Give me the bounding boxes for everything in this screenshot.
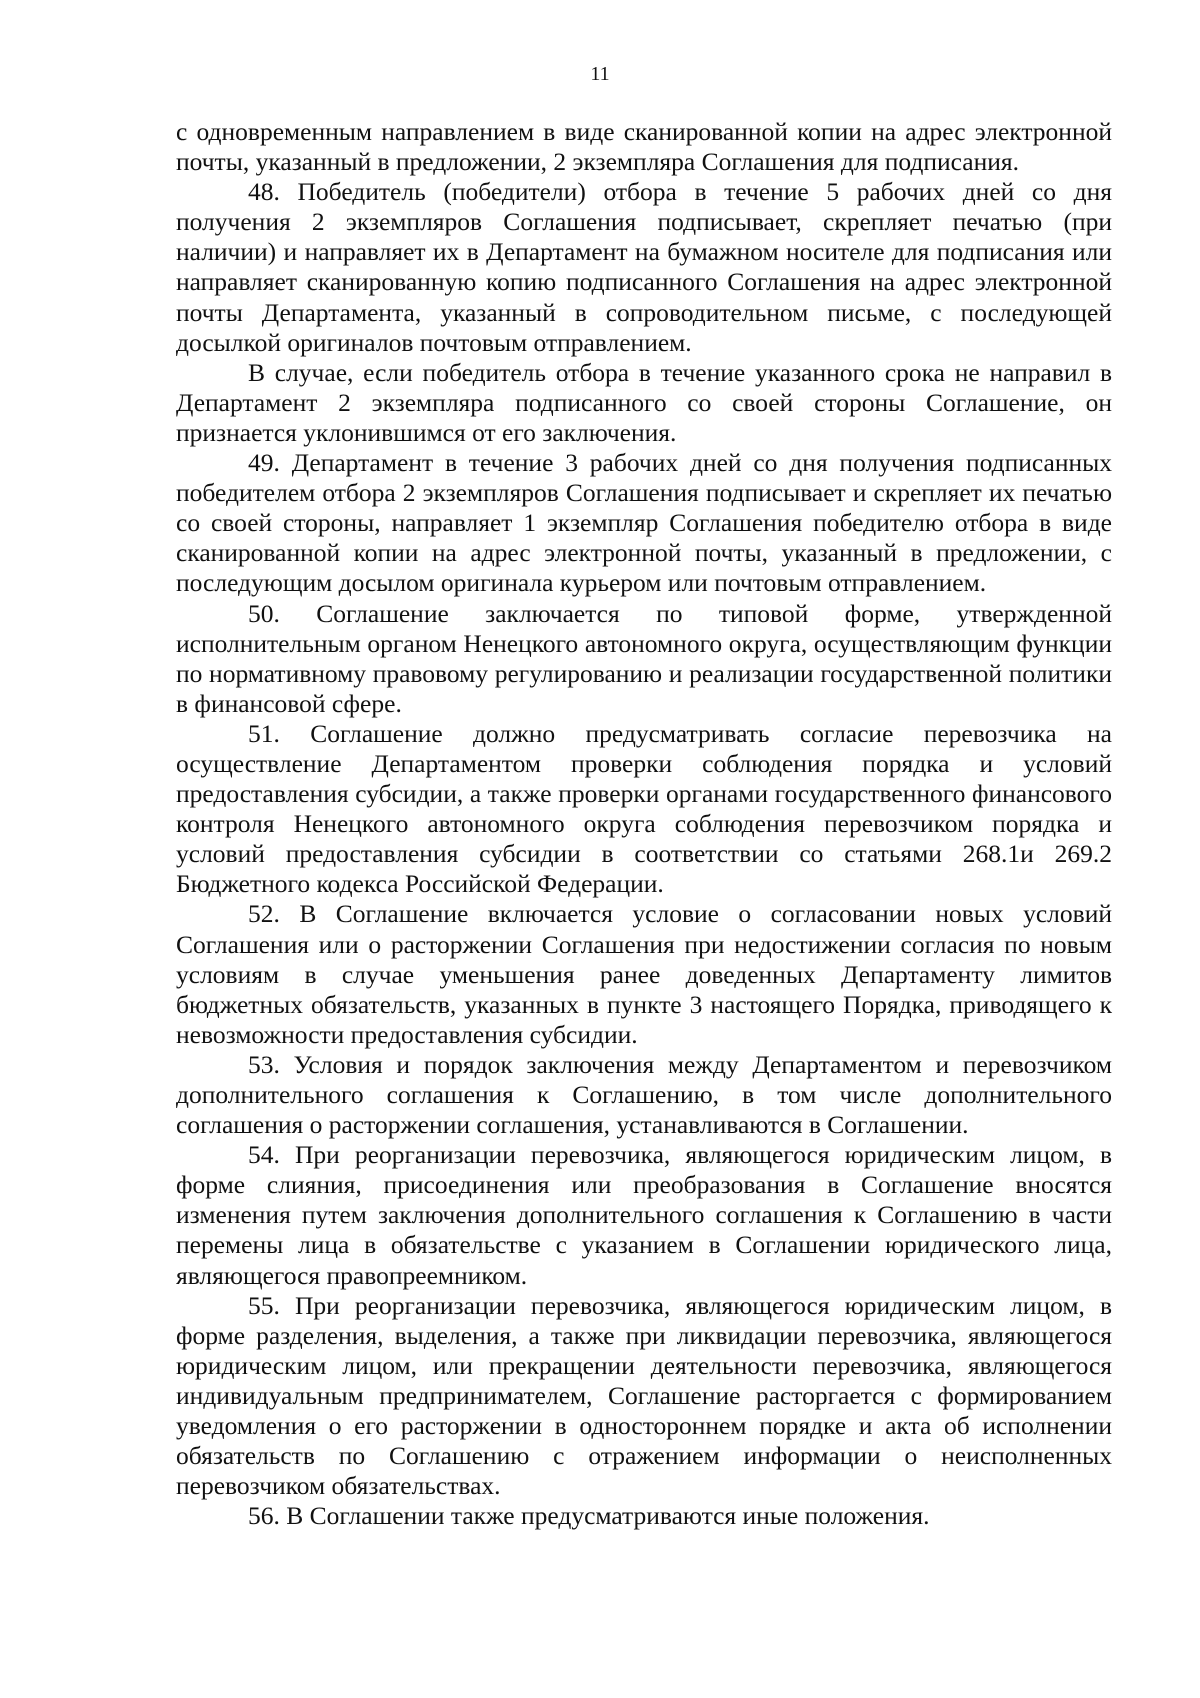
paragraph-54: 54. При реорганизации перевозчика, являющегося юридическим лицом, в форме слияния, присоединения или преобразования в Соглашение вносятся изменения путем заключения дополнительного соглашения к Соглашению в части перемены лица в обязательстве с указанием в Соглашении юридического лица, являющегося правопреемником. xyxy=(176,1140,1112,1290)
document-body xyxy=(176,117,1112,1531)
paragraph-55: 55. При реорганизации перевозчика, являющегося юридическим лицом, в форме разделения, выделения, а также при ликвидации перевозчика, являющегося юридическим лицом, или прекращении деятельности перевозчика, являющегося индивидуальным предпринимателем, Соглашение расторгается с формированием уведомления о его расторжении в одностороннем порядке и акта об исполнении обязательств по Соглашению с отражением информации о неисполненных перевозчиком обязательствах. xyxy=(176,1290,1112,1501)
paragraph-51: 51. Соглашение должно предусматривать согласие перевозчика на осуществление Департаментом проверки соблюдения порядка и условий предоставления субсидии, а также проверки органами государственного финансового контроля Ненецкого автономного округа соблюдения перевозчиком порядка и условий предоставления субсидии в соответствии со статьями 268.1и 269.2 Бюджетного кодекса Российской Федерации. xyxy=(176,718,1112,899)
paragraph-56: 56. В Соглашении также предусматриваются иные положения. xyxy=(248,1501,930,1531)
paragraph-48: 48. Победитель (победители) отбора в течение 5 рабочих дней со дня получения 2 экземпляров Соглашения подписывает, скрепляет печатью (при наличии) и направляет их в Департамент на бумажном носителе для подписания или направляет сканированную копию подписанного Соглашения на адрес электронной почты Департамента, указанный в сопроводительном письме, с последующей досылкой оригиналов почтовым отправлением. xyxy=(176,177,1112,357)
paragraph-50: 50. Соглашение заключается по типовой форме, утвержденной исполнительным органом Ненецкого автономного округа, осуществляющим функции по нормативному правовому регулированию и реализации государственной политики в финансовой сфере. xyxy=(176,598,1112,718)
paragraph-52: 52. В Соглашение включается условие о согласовании новых условий Соглашения или о расторжении Соглашения при недостижении согласия по новым условиям в случае уменьшения ранее доведенных Департаменту лимитов бюджетных обязательств, указанных в пункте 3 настоящего Порядка, приводящего к невозможности предоставления субсидии. xyxy=(176,899,1112,1049)
page-number: 11 xyxy=(590,63,610,85)
paragraph-49: 49. Департамент в течение 3 рабочих дней со дня получения подписанных победителем отбора 2 экземпляров Соглашения подписывает и скрепляет их печатью со своей стороны, направляет 1 экземпляр Соглашения победителю отбора в виде сканированной копии на адрес электронной почты, указанный в предложении, с последующим досылом оригинала курьером или почтовым отправлением. xyxy=(176,448,1112,598)
paragraph-48-case: В случае, если победитель отбора в течение указанного срока не направил в Департамент 2 экземпляра подписанного со своей стороны Соглашение, он признается уклонившимся от его заключения. xyxy=(176,357,1112,447)
paragraph-continuation: с одновременным направлением в виде сканированной копии на адрес электронной почты, указанный в предложении, 2 экземпляра Соглашения для подписания. xyxy=(176,117,1112,177)
paragraph-53: 53. Условия и порядок заключения между Департаментом и перевозчиком дополнительного соглашения к Соглашению, в том числе дополнительного соглашения о расторжении соглашения, устанавливаются в Соглашении. xyxy=(176,1049,1112,1140)
